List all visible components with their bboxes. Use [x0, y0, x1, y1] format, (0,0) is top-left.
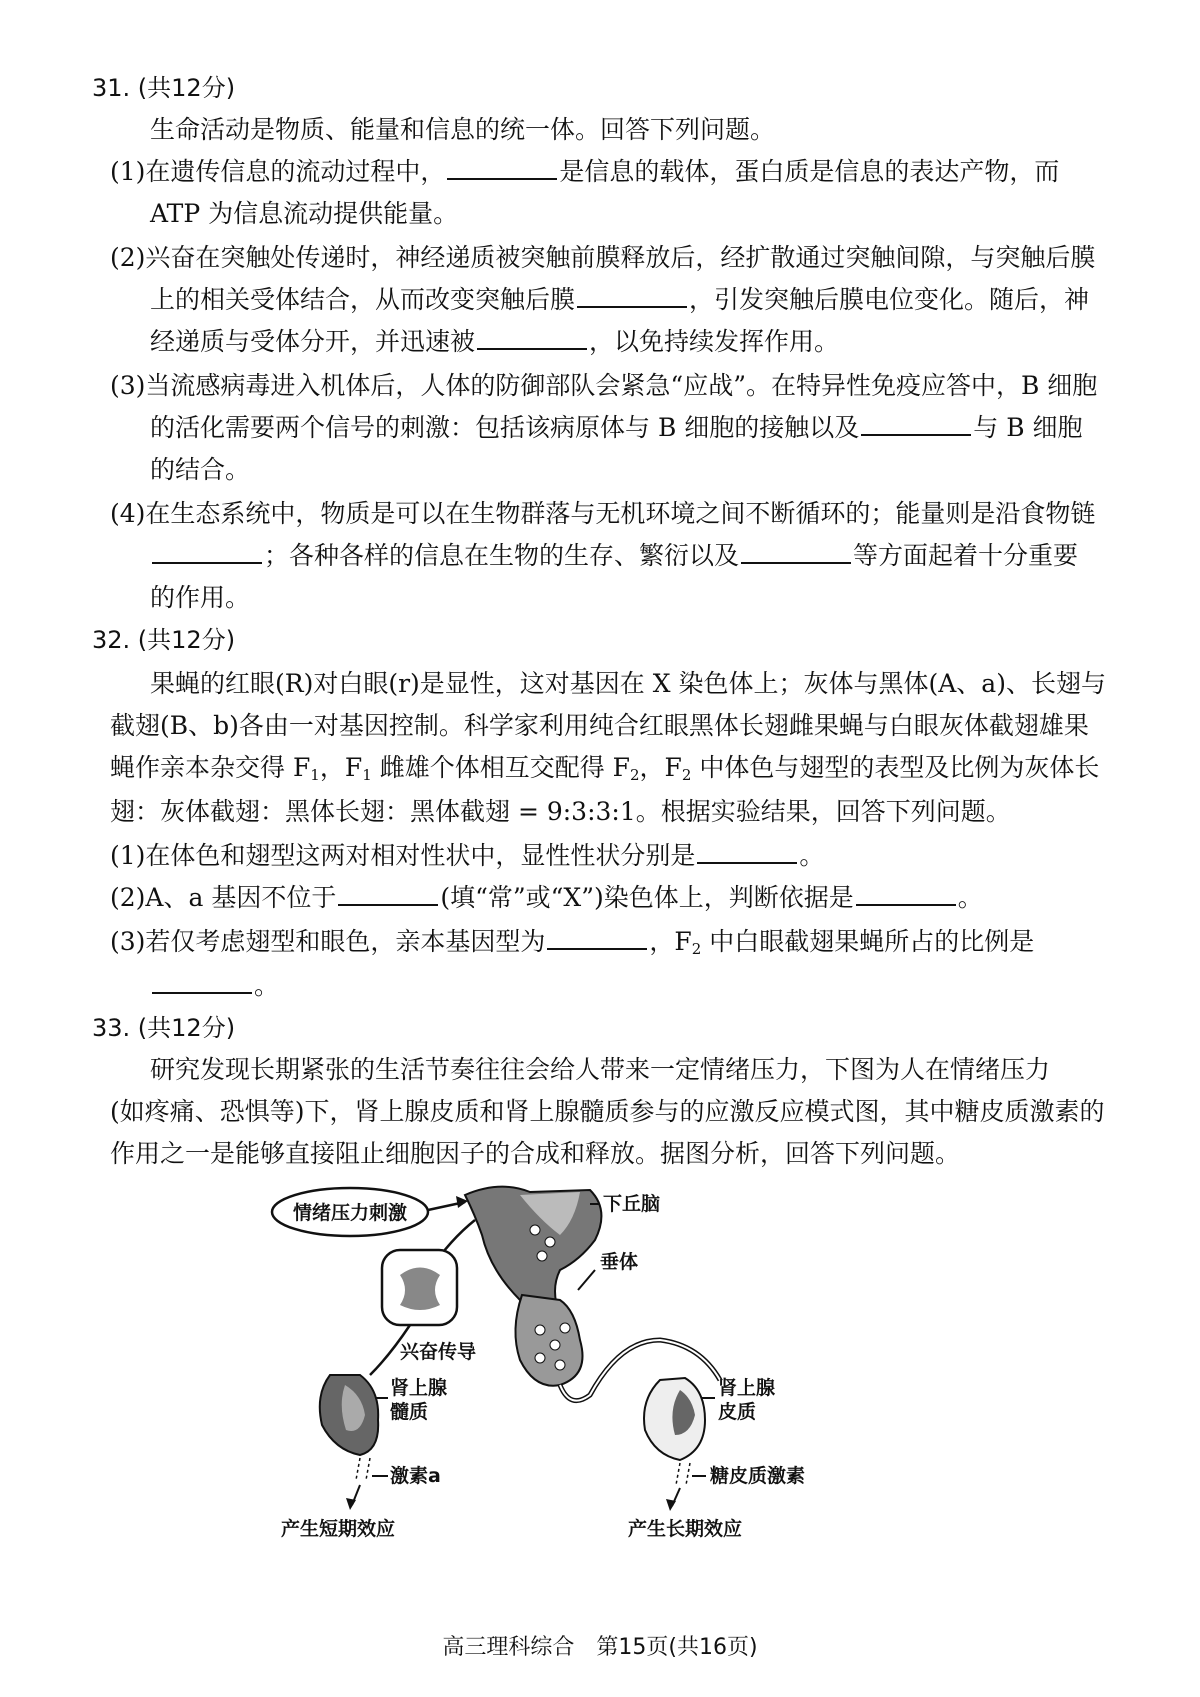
arrowhead: [666, 1499, 676, 1511]
text: 与 B 细胞: [973, 413, 1083, 442]
answer-blank[interactable]: [741, 538, 851, 564]
text: ，F: [319, 753, 363, 782]
leader-line: [578, 1270, 595, 1290]
q32-heading: 32. (共12分): [92, 626, 236, 654]
text: 经递质与受体分开，并迅速被: [150, 327, 476, 356]
q32-part3-line2: [150, 968, 279, 1004]
text: ，以免持续发挥作用。: [589, 327, 840, 356]
subscript: 1: [310, 766, 320, 784]
text: 。: [957, 883, 983, 912]
text: 。: [799, 841, 825, 870]
q32-line4: 翅：灰体截翅：黑体长翅：黑体截翅 = 9:3:3:1。根据实验结果，回答下列问题。: [110, 797, 1011, 826]
cortex-label-2: 皮质: [718, 1401, 757, 1423]
stimulus-label: 情绪压力刺激: [292, 1202, 408, 1224]
q31-part2-line1: (2)兴奋在突触处传递时，神经递质被突触前膜释放后，经扩散通过突触间隙，与突触后膜: [110, 243, 1096, 272]
cortex-label-1: 肾上腺: [718, 1377, 776, 1399]
text: 上的相关受体结合，从而改变突触后膜: [150, 285, 576, 314]
text: 。: [254, 971, 280, 1000]
glucocorticoid-label: 糖皮质激素: [710, 1465, 806, 1487]
q31-intro: 生命活动是物质、能量和信息的统一体。回答下列问题。: [150, 115, 776, 144]
q31-part1-line2: ATP 为信息流动提供能量。: [150, 199, 459, 228]
text: (3)若仅考虑翅型和眼色，亲本基因型为: [110, 927, 546, 956]
q32-line3: [110, 750, 1099, 793]
medulla-label-1: 肾上腺: [390, 1377, 448, 1399]
q33-heading: 33. (共12分): [92, 1014, 236, 1042]
answer-blank[interactable]: [547, 924, 647, 950]
q31-part4-line2: [150, 538, 1078, 574]
answer-blank[interactable]: [477, 324, 587, 350]
text: 中体色与翅型的表型及比例为灰体长: [691, 753, 1100, 782]
text: 中白眼截翅果蝇所占的比例是: [701, 927, 1035, 956]
q31-part1-line1: [110, 154, 1059, 190]
q33-line1: 研究发现长期紧张的生活节奏往往会给人带来一定情绪压力，下图为人在情绪压力: [150, 1055, 1051, 1084]
q31-part2-line2: [150, 282, 1089, 318]
text: (填“常”或“X”)染色体上，判断依据是: [440, 883, 854, 912]
q32-line1: 果蝇的红眼(R)对白眼(r)是显性，这对基因在 X 染色体上；灰体与黑体(A、a)、长翅与: [150, 669, 1106, 698]
q31-part2-line3: [150, 324, 839, 360]
q32-part1: [110, 838, 824, 874]
pituitary-shape: [515, 1295, 582, 1386]
text: ，F: [639, 753, 682, 782]
q32-line2: 截翅(B、b)各由一对基因控制。科学家利用纯合红眼黑体长翅雌果蝇与白眼灰体截翅雄果: [110, 711, 1089, 740]
adrenal-cortex-shape: [644, 1378, 705, 1460]
hormone-a-label: 激素a: [390, 1465, 441, 1487]
answer-blank[interactable]: [338, 880, 438, 906]
subscript: 2: [630, 766, 640, 784]
medulla-label-2: 髓质: [390, 1401, 429, 1423]
arrowhead: [346, 1498, 356, 1510]
text: 的活化需要两个信号的刺激：包括该病原体与 B 细胞的接触以及: [150, 413, 860, 442]
answer-blank[interactable]: [152, 968, 252, 994]
answer-blank[interactable]: [152, 538, 262, 564]
conduction-label: 兴奋传导: [400, 1341, 477, 1363]
q31-part4-line1: (4)在生态系统中，物质是可以在生物群落与无机环境之间不断循环的；能量则是沿食物链: [110, 499, 1096, 528]
text: ，引发突触后膜电位变化。随后，神: [689, 285, 1090, 314]
text: 等方面起着十分重要: [853, 541, 1079, 570]
stimulus-node: [272, 1188, 428, 1236]
text: ；各种各样的信息在生物的生存、繁衍以及: [264, 541, 740, 570]
answer-blank[interactable]: [861, 410, 971, 436]
subscript: 1: [362, 766, 372, 784]
answer-blank[interactable]: [697, 838, 797, 864]
long-effect-label: 产生长期效应: [627, 1518, 743, 1540]
secretion-lines: [676, 1463, 690, 1485]
q31-part3-line1: (3)当流感病毒进入机体后，人体的防御部队会紧急“应战”。在特异性免疫应答中，B 细胞: [110, 371, 1098, 400]
text: 蝇作亲本杂交得 F: [110, 753, 311, 782]
text: (2)A、a 基因不位于: [110, 883, 337, 912]
page-footer: 高三理科综合 第15页(共16页): [442, 1635, 758, 1660]
q31-part3-line2: [150, 410, 1083, 446]
stress-response-diagram: [260, 1180, 920, 1640]
q31-heading: 31. (共12分): [92, 74, 236, 102]
q32-part3-line1: [110, 924, 1034, 967]
pituitary-label: 垂体: [600, 1251, 639, 1273]
q31-part4-line3: 的作用。: [150, 583, 251, 612]
subscript: 2: [681, 766, 692, 784]
text: ，F: [649, 927, 692, 956]
answer-blank[interactable]: [856, 880, 956, 906]
adrenal-medulla-shape: [320, 1375, 378, 1455]
short-effect-label: 产生短期效应: [280, 1518, 396, 1540]
text: (1)在遗传信息的流动过程中，: [110, 157, 446, 186]
q33-line3: 作用之一是能够直接阻止细胞因子的合成和释放。据图分析，回答下列问题。: [110, 1139, 961, 1168]
spinal-cord-shape: [382, 1250, 457, 1325]
q32-part2: [110, 880, 983, 916]
q33-line2: (如疼痛、恐惧等)下，肾上腺皮质和肾上腺髓质参与的应激反应模式图，其中糖皮质激素的: [110, 1097, 1105, 1126]
q31-part3-line3: 的结合。: [150, 455, 251, 484]
text: (1)在体色和翅型这两对相对性状中，显性性状分别是: [110, 841, 696, 870]
subscript: 2: [691, 940, 702, 958]
hypothalamus-label: 下丘脑: [603, 1193, 661, 1215]
text: 是信息的载体，蛋白质是信息的表达产物，而: [559, 157, 1060, 186]
answer-blank[interactable]: [447, 154, 557, 180]
secretion-lines: [356, 1458, 370, 1480]
text: 雌雄个体相互交配得 F: [371, 753, 630, 782]
answer-blank[interactable]: [577, 282, 687, 308]
